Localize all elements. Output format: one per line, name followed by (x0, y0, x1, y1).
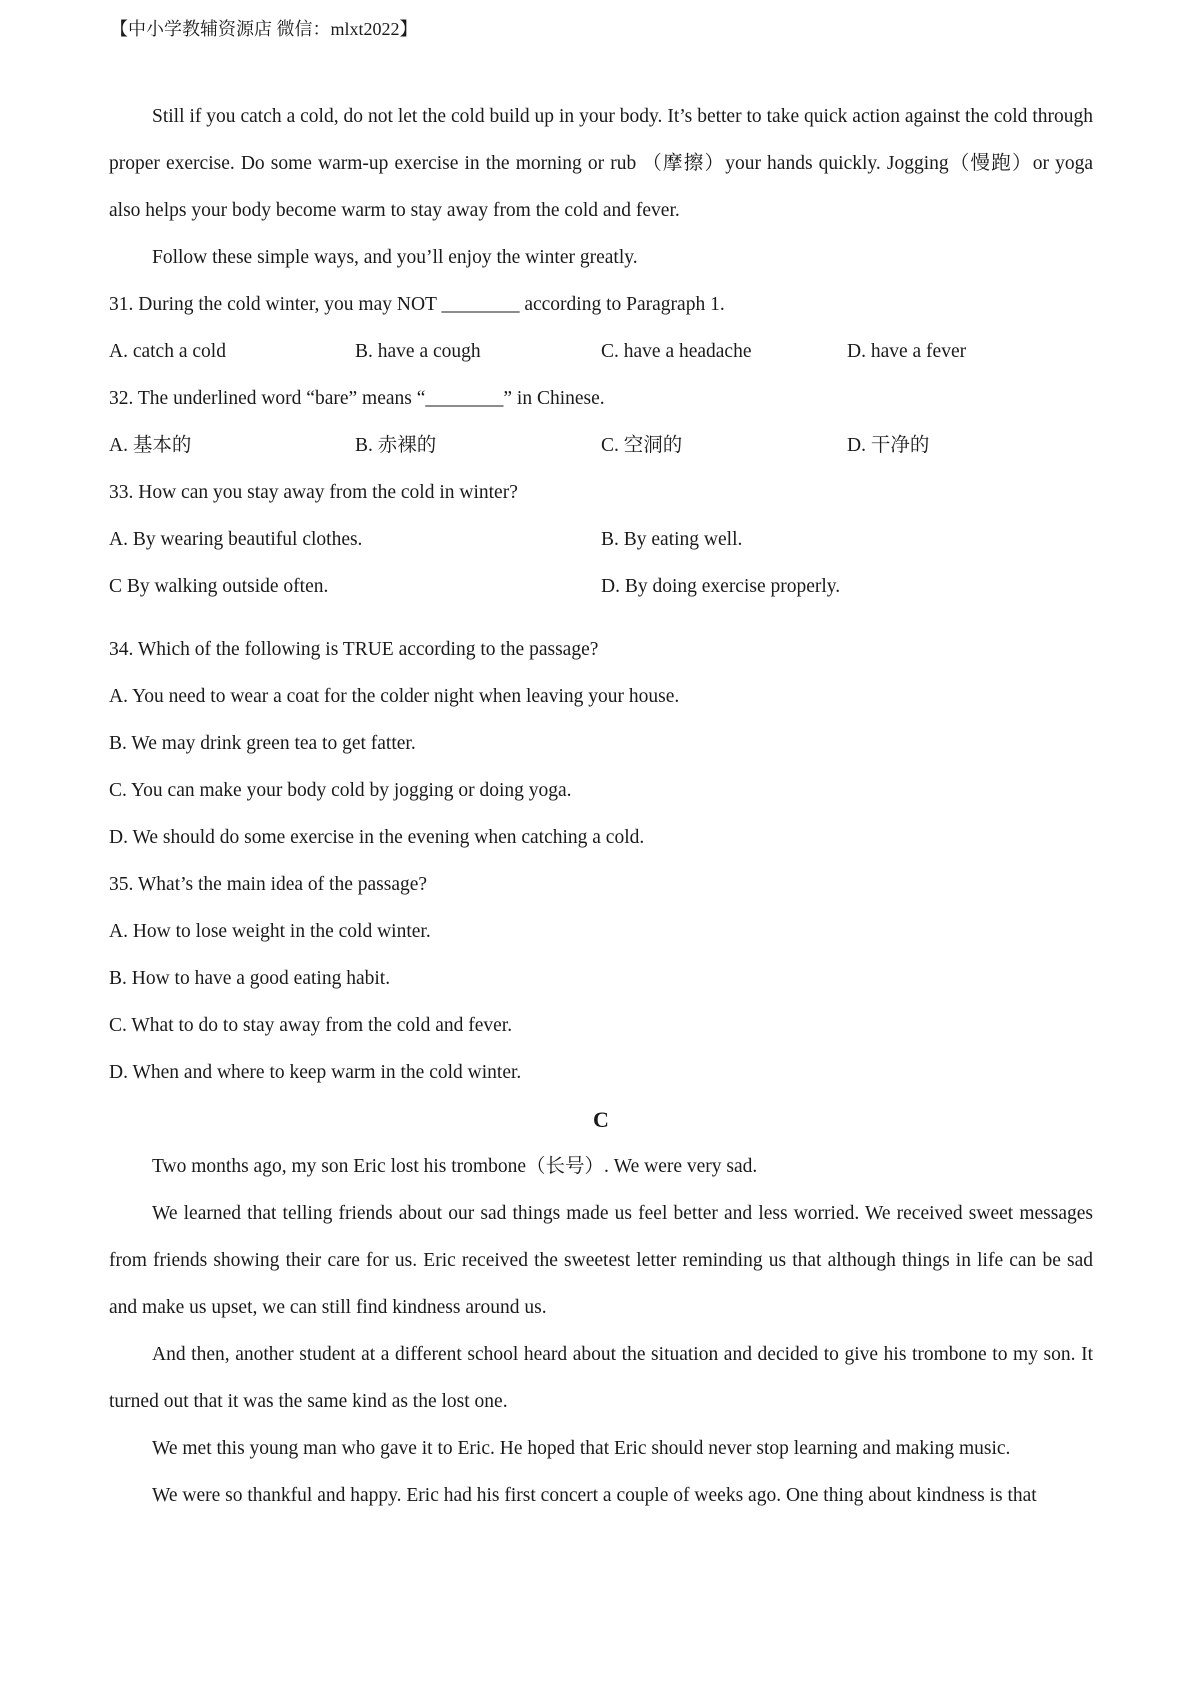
option-b: B. How to have a good eating habit. (109, 968, 391, 989)
question-33-options-row2 (109, 563, 1093, 610)
page-header: 【中小学教辅资源店 微信：mlxt2022】 (110, 19, 418, 39)
passage-paragraph: We met this young man who gave it to Eric. He hoped that Eric should never stop learning and making music. (152, 1438, 1011, 1459)
question-32-options (109, 422, 1093, 469)
option-d: D. By doing exercise properly. (601, 576, 841, 597)
option-a: A. You need to wear a coat for the colder night when leaving your house. (109, 686, 680, 707)
option-c: C. You can make your body cold by jogging or doing yoga. (109, 780, 572, 801)
question-32: 32. The underlined word “bare” means “________” in Chinese. (109, 388, 605, 409)
question-31-options (109, 328, 1093, 375)
option-c: C. have a headache (601, 341, 752, 362)
option-b: B. We may drink green tea to get fatter. (109, 733, 416, 754)
option-c: C By walking outside often. (109, 576, 329, 597)
section-title: C (593, 1107, 609, 1132)
question-34: 34. Which of the following is TRUE according to the passage? (109, 639, 599, 660)
option-d: D. 干净的 (847, 435, 930, 456)
passage-paragraph: Two months ago, my son Eric lost his trombone（长号）. We were very sad. (152, 1156, 758, 1177)
passage-paragraph: Still if you catch a cold, do not let the cold build up in your body. It’s better to take quick action against the cold through proper exercise. Do some warm-up exercise in the morning or rub （摩擦）your hands quickly. Jogging（慢跑）or yoga also helps your body become warm to stay away from the cold and fever. (109, 106, 1093, 221)
option-a: A. catch a cold (109, 341, 226, 362)
passage-paragraph: Follow these simple ways, and you’ll enjoy the winter greatly. (152, 247, 638, 268)
passage-paragraph: We learned that telling friends about our sad things made us feel better and less worried. We received sweet messages from friends showing their care for us. Eric received the sweetest letter reminding us that although things in life can be sad and make us upset, we can still find kindness around us. (109, 1203, 1093, 1318)
option-d: D. When and where to keep warm in the cold winter. (109, 1062, 522, 1083)
spacer (109, 610, 1093, 626)
page-content (109, 93, 1093, 1519)
option-d: D. have a fever (847, 341, 967, 362)
option-c: C. What to do to stay away from the cold and fever. (109, 1015, 513, 1036)
option-b: B. By eating well. (601, 529, 743, 550)
option-a: A. How to lose weight in the cold winter. (109, 921, 431, 942)
question-33: 33. How can you stay away from the cold in winter? (109, 482, 518, 503)
option-d: D. We should do some exercise in the evening when catching a cold. (109, 827, 645, 848)
option-b: B. 赤裸的 (355, 435, 437, 456)
question-35: 35. What’s the main idea of the passage? (109, 874, 428, 895)
question-31: 31. During the cold winter, you may NOT ________ according to Paragraph 1. (109, 294, 725, 315)
passage-paragraph: We were so thankful and happy. Eric had his first concert a couple of weeks ago. One thing about kindness is that (152, 1485, 1037, 1506)
option-a: A. By wearing beautiful clothes. (109, 529, 363, 550)
question-33-options-row1 (109, 516, 1093, 563)
option-a: A. 基本的 (109, 435, 192, 456)
passage-paragraph: And then, another student at a different school heard about the situation and decided to give his trombone to my son. It turned out that it was the same kind as the lost one. (109, 1344, 1093, 1412)
option-b: B. have a cough (355, 341, 481, 362)
option-c: C. 空洞的 (601, 435, 683, 456)
